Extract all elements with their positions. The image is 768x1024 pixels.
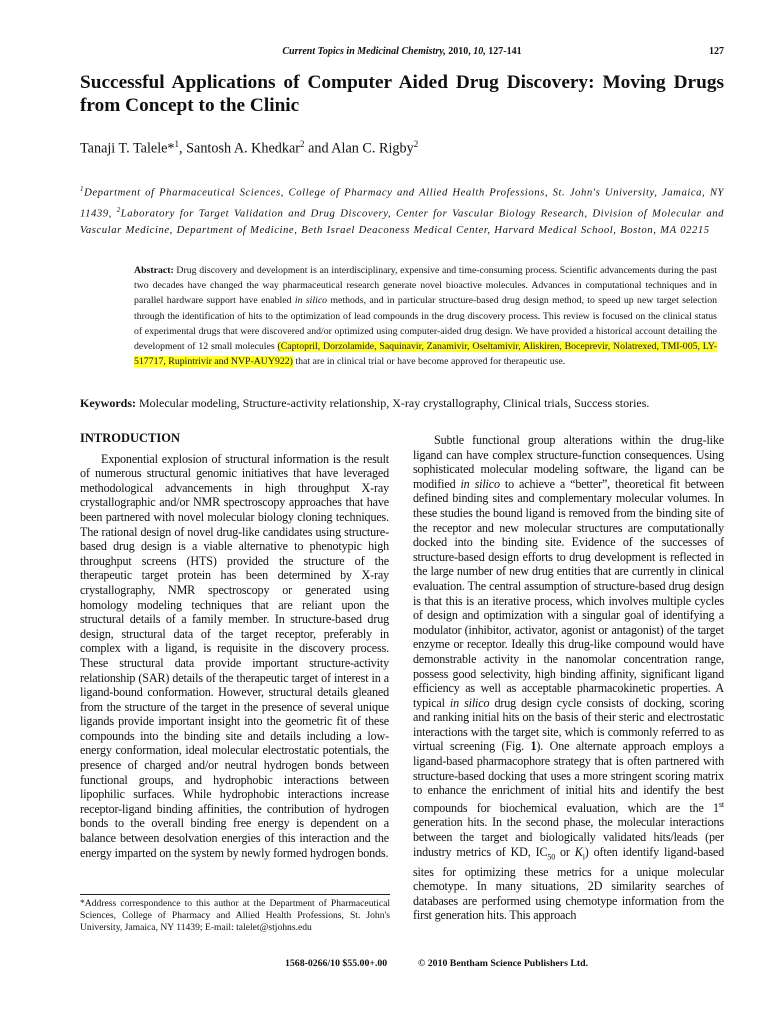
- affil-marker-2: 2: [116, 205, 121, 214]
- rc-subscript-i: i: [582, 852, 585, 862]
- rc-superscript-st: st: [718, 799, 724, 809]
- rc-in-silico-2: in silico: [449, 695, 490, 710]
- rc-text-4: ). One alternate approach employs a ligand-based pharmacophore strategy that is often partnered with structure-based docking that uses a more stringent scoring matrix to enhance the enrichment of initial hits and identify the best compounds for biochemical evaluation, which are the 1: [413, 739, 724, 815]
- rc-subscript-50: 50: [547, 852, 556, 862]
- author-3-affil: 2: [413, 139, 419, 149]
- rc-text-2: to achieve a “better”, theoretical fit between defined binding sites and complementary molecular volumes. In these studies the bound ligand is removed from the binding site of the receptor and new molecular structures are computationally docked into the binding site. Evidence of the successes of structure-based design efforts to drug development is reflected in the large number of new drug entities that are currently in clinical evaluation. The central assumption of structure-based drug design is that this is an iterative process, which involves multiple cycles of design and optimization with a singular goal of identifying a modulator (inhibitor, activator, agonist or antagonist) of the target enzyme or receptor. Ideally this drug-like compound would have demonstrable activity in the nanomolar concentration range, possess good selectivity, high binding affinity, significant ligand efficiency as well as acceptable pharmacokinetic properties. A typical: [413, 476, 724, 710]
- journal-pages: 127-141: [488, 46, 522, 57]
- rc-text-3: drug design cycle consists of docking, scoring and ranking initial hits on the basis of their steric and electrostatic interactions with the target site, which is commonly referred to as virtual screening (Fig.: [413, 695, 724, 754]
- intro-paragraph: Exponential explosion of structural information is the result of numerous structural genomic initiatives that have leveraged methodological advancements in high throughput X-ray crystallographic and/or NMR spectroscopy approaches that have been partnered with novel molecular biology cloning techniques. The rational design of novel drug-like candidates using structure-based drug design is a viable alternative to phenotypic high throughput screens (HTS) provided the structure of the therapeutic target protein has been determined by X-ray crystallography, NMR spectroscopy or generated using homology modeling techniques that are reliant upon the structural details of a family member. In structure-based drug design, structural data of the target receptor, preferably in complex with a ligand, is requisite in the discovery process. These structural data provide important structure-activity relationship (SAR) details of the therapeutic target of interest in a ligand-bound conformation. However, structural details gleaned from the structure of the target in the presence of several unique ligands provide important insight into the geometric fit of these compounds into the binding site and details including a low-energy conformation, ideal molecular electrostatic potentials, the presence of charged and/or neutral hydrogen bonds between functional groups, and hydrophobic interactions between lipophilic surfaces. While hydrophobic interactions increase receptor-ligand binding affinities, the contribution of hydrogen bonds to the overall binding free energy is dependent on a balance between desolvation energies of this interaction and the energy imparted on the system by newly formed hydrogen bonds.: [80, 451, 389, 860]
- author-1: Tanaji T. Talele*: [80, 140, 175, 157]
- abstract: [134, 263, 717, 369]
- paper-title: Successful Applications of Computer Aided Drug Discovery: Moving Drugs from Concept to the Clinic: [80, 72, 724, 116]
- affiliations: [80, 181, 724, 239]
- abstract-highlighted-drug-list: (Captopril, Dorzolamide, Saquinavir, Zanamivir, Oseltamivir, Aliskiren, Boceprevir, Nolatrexed, TMI-005, LY-517717, Rupintrivir and NVP-AUY922): [134, 341, 717, 368]
- page-number: 127: [709, 46, 724, 57]
- rc-text-6: or: [555, 844, 575, 859]
- affiliation-1: Department of Pharmaceutical Sciences, College of Pharmacy and Allied Health Professions, St. John's University, Jamaica, NY 11439,: [80, 186, 724, 220]
- left-column: [80, 431, 389, 860]
- abstract-text-1: Drug discovery and development is an interdisciplinary, expensive and time-consuming process. Scientific advancements during the past two decades have changed the way pharmaceutical research generate novel bioactive molecules. Advances in computational techniques and in parallel hardware support have enabled: [134, 265, 717, 307]
- keywords: [80, 395, 724, 411]
- author-2: , Santosh A. Khedkar: [179, 140, 301, 157]
- footnote-rule: [80, 894, 390, 895]
- running-head: [80, 46, 724, 62]
- journal-citation: [80, 46, 724, 57]
- abstract-in-silico: in silico: [294, 295, 328, 307]
- affil-marker-1: 1: [80, 185, 85, 193]
- right-column-paragraph: [413, 433, 724, 923]
- rc-in-silico-1: in silico: [460, 476, 500, 491]
- rc-ki: K: [574, 844, 583, 859]
- author-list: [80, 135, 724, 158]
- right-column: [413, 433, 724, 923]
- issn-price: 1568-0266/10 $55.00+.00: [285, 958, 388, 969]
- keywords-text: Molecular modeling, Structure-activity relationship, X-ray crystallography, Clinical trials, Success stories.: [136, 396, 650, 410]
- section-heading-introduction: INTRODUCTION: [80, 431, 181, 445]
- author-1-affil: 1: [174, 139, 180, 149]
- author-3: and Alan C. Rigby: [304, 140, 414, 157]
- journal-name: Current Topics in Medicinal Chemistry,: [282, 46, 446, 57]
- abstract-text-3: that are in clinical trial or have become approved for therapeutic use.: [292, 356, 566, 368]
- affiliation-2: Laboratory for Target Validation and Drug Discovery, Center for Vascular Biology Research, Division of Molecular and Vascular Medicine, Department of Medicine, Beth Israel Deaconess Medical Center, Harvard Medical School, Boston, MA 02215: [80, 207, 725, 237]
- keywords-label: Keywords:: [80, 396, 136, 410]
- rc-text-1: Subtle functional group alterations within the drug-like ligand can have complex structure-function consequences. Using sophisticated molecular modeling software, the ligand can be modified: [413, 433, 724, 491]
- author-2-affil: 2: [300, 139, 305, 149]
- abstract-label: Abstract:: [134, 265, 174, 276]
- page-footer: [80, 958, 724, 972]
- figure-ref: 1: [530, 739, 537, 754]
- rc-text-7: ) often identify ligand-based sites for optimizing these metrics for a unique molecular chemotype. In many situations, 2D similarity searches of databases are performed using chemotype information from the first generation hits. This approach: [413, 844, 724, 923]
- correspondence-footnote: *Address correspondence to this author at the Department of Pharmaceutical Sciences, College of Pharmacy and Allied Health Professions, St. John's University, Jamaica, NY 11439; E-mail: talelet@stjohns.edu: [80, 898, 390, 934]
- rc-text-5: generation hits. In the second phase, the molecular interactions between the target and biologically validated hits/leads (per industry metrics of KD, IC: [413, 815, 724, 859]
- journal-volume: 10,: [473, 46, 486, 57]
- copyright: © 2010 Bentham Science Publishers Ltd.: [418, 958, 589, 969]
- abstract-text-2: methods, and in particular structure-based drug design method, to speed up new target selection through the identification of hits to the optimization of lead compounds in the drug discovery process. This review is focused on the clinical status of experimental drugs that were discovered and/or optimized using computer-aided drug design. We have provided a historical account detailing the development of 12 small molecules: [134, 295, 717, 353]
- journal-year: 2010,: [448, 46, 471, 57]
